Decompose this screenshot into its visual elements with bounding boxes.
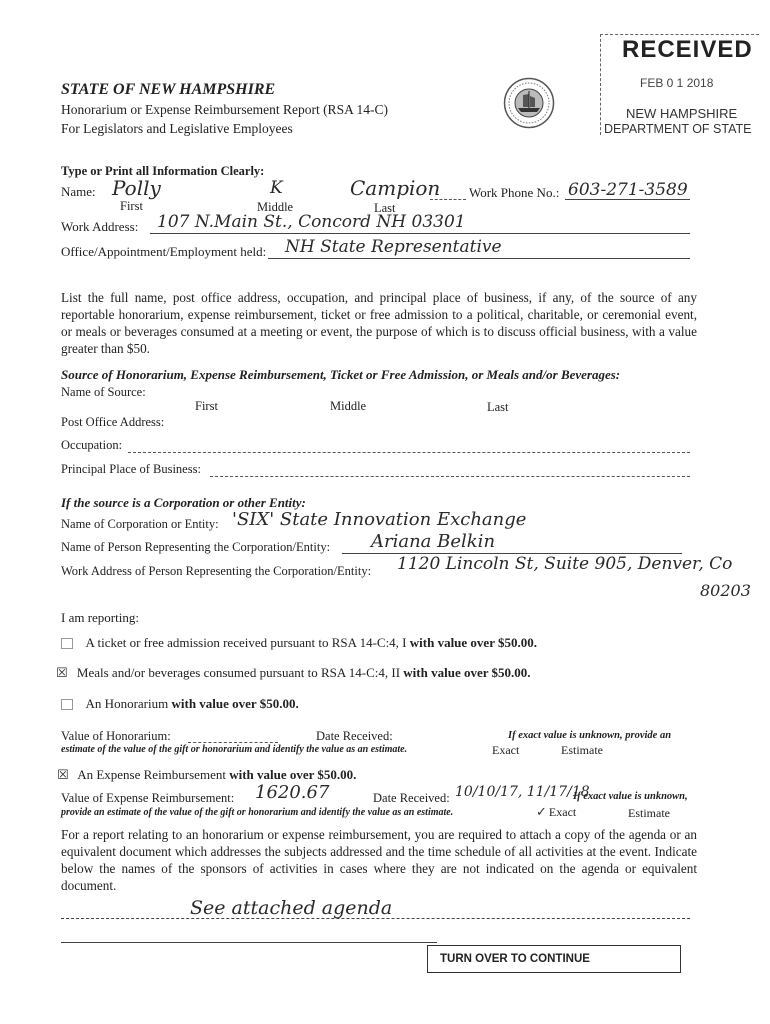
- expense-note-b: provide an estimate of the value of the gift or honorarium and identify the value as an estimate.: [61, 807, 454, 818]
- occupation-label: Occupation:: [61, 438, 123, 452]
- work-address-line: [150, 233, 690, 234]
- honor-value-line: [188, 742, 278, 743]
- form-subtitle: Honorarium or Expense Reimbursement Report (RSA 14-C): [61, 102, 388, 117]
- meals-bold: with value over $50.00.: [403, 665, 531, 680]
- middle-caption: Middle: [257, 200, 294, 214]
- agenda-value[interactable]: See attached agenda: [190, 897, 393, 919]
- corp-name-label: Name of Corporation or Entity:: [61, 517, 219, 531]
- work-address-label: Work Address:: [61, 219, 139, 234]
- meals-checkbox-checked[interactable]: ☒: [56, 666, 68, 681]
- corporation-heading: If the source is a Corporation or other Entity:: [61, 495, 306, 510]
- corp-name-value[interactable]: 'SIX' State Innovation Exchange: [232, 509, 527, 530]
- expense-date-value[interactable]: 10/10/17, 11/17/18: [455, 784, 590, 800]
- expense-estimate[interactable]: Estimate: [628, 806, 670, 820]
- first-caption: First: [120, 199, 143, 213]
- ticket-bold: with value over $50.00.: [409, 635, 537, 650]
- state-seal: [503, 77, 555, 129]
- expense-value[interactable]: 1620.67: [255, 782, 330, 803]
- expense-note-a: If exact value is unknown,: [573, 791, 688, 802]
- principal-line: [210, 476, 690, 477]
- ticket-option: [61, 635, 537, 651]
- phone-value[interactable]: 603-271-3589: [568, 180, 688, 200]
- honor-exact[interactable]: Exact: [492, 743, 520, 757]
- honor-value-label: Value of Honorarium:: [61, 729, 171, 743]
- honor-estimate[interactable]: Estimate: [561, 743, 603, 757]
- office-label: Office/Appointment/Employment held:: [61, 244, 267, 259]
- source-first-caption: First: [195, 399, 218, 413]
- honorarium-text: An Honorarium: [85, 696, 172, 711]
- name-label: Name:: [61, 184, 96, 199]
- po-address-label: Post Office Address:: [61, 415, 165, 429]
- corp-address-label: Work Address of Person Representing the Corporation/Entity:: [61, 564, 372, 578]
- source-last-caption: Last: [487, 400, 509, 414]
- phone-line: [565, 199, 690, 200]
- office-line: [268, 258, 690, 259]
- honorarium-checkbox[interactable]: [61, 699, 73, 710]
- expense-exact[interactable]: [536, 805, 576, 820]
- meals-option: [56, 665, 531, 681]
- occupation-line: [128, 452, 690, 453]
- reporting-label: I am reporting:: [61, 610, 139, 625]
- corp-person-label: Name of Person Representing the Corporation/Entity:: [61, 540, 331, 554]
- instructions-paragraph: List the full name, post office address, occupation, and principal place of business, if any, of the source of any reportable honorarium, expense reimbursement, ticket or free admission to a political, charitable, or ceremonial event, or meals or beverages consumed at a meeting or event, the purpose of which is to discuss official business, with a value greater than $50.: [61, 290, 697, 356]
- corp-person-value[interactable]: Ariana Belkin: [371, 531, 496, 552]
- work-address-value[interactable]: 107 N.Main St., Concord NH 03301: [157, 212, 466, 232]
- agenda-line-1: [61, 918, 690, 919]
- last-name-line: [430, 199, 466, 200]
- principal-label: Principal Place of Business:: [61, 462, 201, 476]
- first-name-value[interactable]: Polly: [112, 176, 161, 200]
- last-name-value[interactable]: Campion: [350, 176, 441, 200]
- stamp-state: NEW HAMPSHIRE: [626, 106, 738, 121]
- honorarium-option: [61, 696, 299, 712]
- received-stamp: [600, 34, 760, 138]
- office-value[interactable]: NH State Representative: [285, 237, 502, 257]
- last-caption: Last: [374, 201, 396, 215]
- expense-exact-label: Exact: [548, 805, 577, 819]
- agenda-paragraph: For a report relating to an honorarium or expense reimbursement, you are required to attach a copy of the agenda or an equivalent document which addresses the subjects addressed and the time schedule of all activities at the event. Indicate below the names of the sponsors of activities in cases where they are not indicated on the agenda or equivalent document.: [61, 827, 697, 893]
- page-title: STATE OF NEW HAMPSHIRE: [61, 81, 276, 98]
- ticket-checkbox[interactable]: [61, 638, 73, 649]
- corp-address-value[interactable]: 1120 Lincoln St, Suite 905, Denver, Co: [397, 554, 733, 574]
- exact-check-mark: ✓: [536, 805, 547, 820]
- honor-note-a: If exact value is unknown, provide an: [508, 730, 672, 741]
- agenda-line-2: [61, 942, 437, 943]
- turn-over-label: TURN OVER TO CONTINUE: [440, 953, 590, 965]
- meals-text: Meals and/or beverages consumed pursuant to RSA 14-C:4, II: [76, 665, 404, 680]
- form-subtitle-2: For Legislators and Legislative Employees: [61, 121, 293, 136]
- expense-value-label: Value of Expense Reimbursement:: [61, 791, 235, 805]
- turn-over-button[interactable]: [427, 945, 681, 973]
- honorarium-bold: with value over $50.00.: [171, 696, 299, 711]
- honor-date-label: Date Received:: [316, 729, 393, 743]
- source-heading: Source of Honorarium, Expense Reimbursement, Ticket or Free Admission, or Meals and/or Beverages:: [61, 367, 621, 382]
- phone-label: Work Phone No.:: [469, 185, 560, 200]
- honor-note-b: estimate of the value of the gift or honorarium and identify the value as an estimate.: [61, 744, 408, 755]
- source-middle-caption: Middle: [330, 399, 367, 413]
- expense-checkbox-checked[interactable]: ☒: [57, 768, 69, 783]
- stamp-department: DEPARTMENT OF STATE: [604, 122, 752, 136]
- expense-option: [57, 767, 356, 783]
- stamp-date: FEB 0 1 2018: [640, 76, 714, 90]
- expense-bold: with value over $50.00.: [229, 767, 357, 782]
- expense-date-label: Date Received:: [373, 791, 450, 805]
- source-name-label: Name of Source:: [61, 385, 146, 399]
- ticket-text: A ticket or free admission received pursuant to RSA 14-C:4, I: [85, 635, 410, 650]
- middle-name-value[interactable]: K: [270, 178, 283, 198]
- corp-zip-value[interactable]: 80203: [700, 581, 751, 600]
- stamp-received: RECEIVED: [622, 36, 753, 63]
- instruction-label: Type or Print all Information Clearly:: [61, 164, 265, 178]
- expense-text: An Expense Reimbursement: [77, 767, 230, 782]
